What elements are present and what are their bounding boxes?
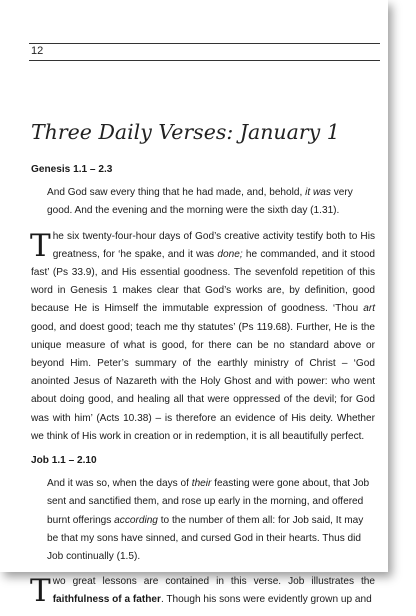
verse-text: And God saw every thing that he had made, and, behold, [47, 187, 306, 199]
page-number: 12 [31, 45, 44, 57]
verse-text-italic: according [114, 514, 158, 526]
commentary-text-italic: done; [217, 248, 243, 260]
commentary-text: he commanded, and it stood fast’ (Ps 33.9), and His essential goodness. The sevenfold repetition of this word in Genesis 1 makes clear that God’s works are, by definition, good because He is Himself the immutable expression of goodness. ‘Thou [31, 248, 375, 315]
header-rule-top [29, 43, 380, 44]
commentary-text: he six twenty-four-hour days of God’s creative activity testify both to His greatness, for ‘he spake, and it was [52, 230, 375, 260]
reading-reference-genesis: Genesis 1.1 – 2.3 [31, 164, 113, 175]
scripture-verse-genesis [47, 184, 375, 220]
commentary-text-bold: faithfulness of a father [52, 594, 161, 606]
header-rule-bottom [29, 60, 380, 61]
commentary-paragraph-genesis [31, 228, 375, 446]
reading-reference-job: Job 1.1 – 2.10 [31, 455, 97, 467]
verse-text: And it was so, when the days of [47, 478, 192, 490]
verse-text: feasting were gone about, that Job sent and sanctified them, and rose up early in the morning, and offered burnt offerings [47, 478, 370, 526]
commentary-text: . Though his sons were evidently grown up and [160, 594, 372, 606]
drop-cap: T [30, 573, 51, 610]
verse-text: very good. And the evening and the morning were the sixth day (1.31). [47, 187, 353, 217]
commentary-text: wo great lessons are contained in this verse. Job illustrates the [52, 576, 375, 588]
verse-text-italic: their [191, 478, 212, 490]
commentary-paragraph-job [31, 573, 375, 609]
page-content [31, 119, 375, 616]
commentary-text: good, and doest good; teach me thy statutes’ (Ps 119.68). Further, He is the unique measure of what is good, for there can be no standard above or beyond Him. Peter’s summary of the earthly ministry of Christ – ‘God anointed Jesus of Nazareth with the Holy Ghost and with power: who went about doing good, and healing all that were oppressed of the devil; for God was with him’ (Acts 10.38) – is therefore an evidence of His deity. Whether we think of His work in creation or in redemption, it is all beautifully perfect. [31, 321, 375, 442]
scripture-verse-job [47, 475, 375, 566]
verse-text-italic: it was [305, 187, 331, 199]
commentary-text-italic: art [363, 303, 375, 315]
verse-text: to the number of them all: for Job said, It may be that my sons have sinned, and cursed God in their hearts. Thus did Job continually (1.5). [47, 514, 364, 563]
drop-cap: T [30, 227, 51, 264]
section-title: Three Daily Verses: January 1 [31, 120, 340, 144]
